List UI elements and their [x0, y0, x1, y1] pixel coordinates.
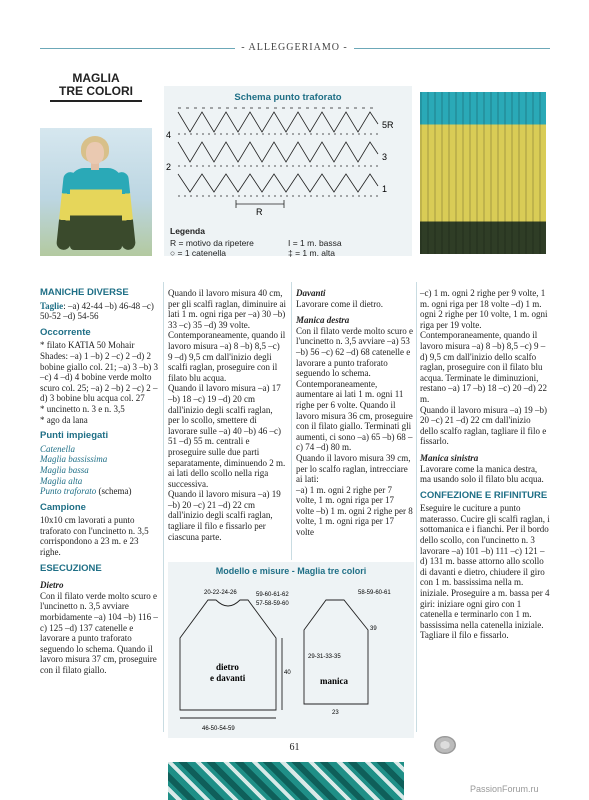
material-1: * filato KATIA 50 Mohair Shades: –a) 1 –b) 2 –c) 2 –d) 2 bobine giallo col. 21; –a) 3 –b) 3 –c) 4 –d) 4 bobine verde molto scuro col. 25; –a) 2 –b) 2 –c) 2 –d) 3 bobine blu acqua col. 27 [40, 340, 158, 404]
materials-heading: Occorrente [40, 326, 91, 338]
measure-sleeve-mid: 29-31-33-35 [308, 654, 341, 660]
knit-swatch-photo [420, 92, 546, 254]
measure-sleeve-top: 58-59-60-61 [358, 590, 391, 596]
back-text: Con il filato verde molto scuro e l'uncinetto n. 3,5 avviare morbidamente –a) 104 –b) 116 –c) 125 –d) 137 catenelle e lavorare a punto traforato seguendo lo schema. Quando il lavoro misura 37 cm, proseguire con il filato giallo. [40, 590, 158, 675]
model-photo [40, 128, 152, 256]
far-right-text-1: –c) 1 m. ogni 2 righe per 9 volte, 1 m. ogni riga per 18 volte –d) 1 m. ogni 2 righe per 10 volte, 1 m. ogni riga per 19 volte. Contemporaneamente, quando il lavoro misura –a) 8 –b) 8,5 –c) 9 –d) 9,5 cm dall'inizio dello scalfo raglan, proseguire con il filato blu acqua. Terminate le diminuzioni, restano –a) 17 –b) 18 –c) 20 –d) 22 m. [420, 288, 548, 404]
chart-row-label-3: 3 [382, 152, 388, 162]
chart-legend [170, 226, 410, 258]
column-left [40, 288, 158, 676]
measure-body-height: 40 [284, 670, 291, 676]
column-middle [168, 288, 286, 542]
legend-single-crochet: I = 1 m. bassa [288, 238, 342, 248]
measure-sleeve-bottom: 23 [332, 710, 339, 716]
photo-face [86, 142, 104, 164]
sleeve-label: manica [320, 676, 348, 686]
measure-neck: 20-22-24-26 [204, 590, 237, 596]
stitch-2: Maglia bassissima [40, 454, 108, 465]
chart-row-label-2: 2 [166, 162, 172, 172]
measure-body-width: 46-50-54-59 [202, 726, 235, 732]
middle-text-3: Quando il lavoro misura –a) 19 –b) 20 –c) 21 –d) 22 cm dall'inizio degli scalfi raglan, tagliare il filo e fissarlo per ciascuna parte. [168, 489, 281, 542]
measure-sleeve-height: 39 [370, 626, 377, 632]
chart-row-3 [178, 142, 378, 162]
stitch-1: Catenella [40, 443, 75, 454]
back-heading: Dietro [40, 580, 64, 591]
body-label-1: dietro [216, 662, 239, 672]
stitch-chart-title: Schema punto traforato [234, 92, 342, 103]
double-crochet-icon: ‡ [288, 248, 296, 258]
schematic-diagram [172, 578, 412, 736]
schematic-title: Modello e misure - Maglia tre colori [215, 566, 367, 576]
decorative-band [168, 762, 404, 800]
section-header: - ALLEGGERIAMO - [0, 42, 589, 53]
gauge-text: 10x10 cm lavorati a punto traforato con l'uncinetto n. 3,5 corrispondono a 23 m. e 23 righe. [40, 515, 149, 558]
column-divider-2 [291, 282, 292, 560]
pattern-title [40, 72, 152, 102]
chart-row-label-1: 1 [382, 184, 388, 194]
right-sleeve-heading: Manica destra [296, 315, 350, 326]
right-sleeve-text-3: –a) 1 m. ogni 2 righe per 7 volte, 1 m. ogni riga per 17 volte –b) 1 m. ogni 2 righe per 8 volte, 1 m. ogni riga per 17 volte [296, 484, 413, 538]
front-heading: Davanti [296, 288, 326, 298]
stitch-3: Maglia bassa [40, 464, 89, 475]
title-line-2: TRE COLORI [59, 84, 133, 98]
title-line-1: MAGLIA [72, 71, 120, 85]
photo-sweater [70, 168, 122, 250]
legend-repeat: R = motivo da ripetere [170, 238, 254, 248]
stitch-chart-diagram [166, 100, 410, 218]
gauge-heading: Campione [40, 501, 86, 513]
stitches-heading: Punti impiegati [40, 430, 109, 442]
body-label-2: e davanti [210, 673, 246, 683]
page-number: 61 [289, 742, 300, 753]
material-2: * uncinetto n. 3 e n. 3,5 [40, 403, 125, 414]
sleeve-heading: MANICHE DIVERSE [40, 287, 129, 298]
sizes: Taglie: –a) 42-44 –b) 46-48 –c) 50-52 –d) 54-56 [40, 300, 154, 322]
legend-chain: ○ = 1 catenella [170, 248, 226, 258]
column-divider-1 [163, 282, 164, 732]
chart-row-label-4: 4 [166, 130, 172, 140]
legend-title: Legenda [170, 226, 205, 236]
right-sleeve-text-2: Quando il lavoro misura 39 cm, per lo scalfo raglan, intrecciare ai lati: [296, 452, 411, 485]
stitch-5: Punto traforato (schema) [40, 486, 132, 497]
finishing-text: Eseguire le cuciture a punto materasso. Cucire gli scalfi raglan, i sottomanica e i fianchi. Per il bordo dello scollo, con l'uncinetto n. 3 lavorare –a) 101 –b) 111 –c) 121 –d) 131 m. basse attorno allo scollo di davanti e dietro, chiudere il giro con 1 m. bassissima nella m. iniziale. Proseguire a m. bassa per 4 giri: iniziare ogni giro con 1 catenella e terminarlo con 1 m. bassissima nella catenella iniziale. Tagliare il filo e fissarlo. [420, 503, 550, 641]
middle-text-2: Quando il lavoro misura –a) 17 –b) 18 –c) 19 –d) 20 cm dall'inizio degli scalfi raglan, per lo scollo, smettere di lavorare sulle –a) 40 –b) 46 –c) 51 –d) 55 m. centrali e proseguire sulle due parti separatamente, diminuendo 2 m. ai lati dello scollo nella riga successiva. [168, 383, 286, 489]
chart-repeat-label: R [256, 207, 263, 217]
chart-row-1 [178, 174, 378, 192]
finishing-heading: CONFEZIONE E RIFINITURE [420, 489, 548, 501]
column-right [296, 288, 414, 538]
column-far-right [420, 288, 550, 641]
chart-row-4 [178, 112, 378, 132]
left-sleeve-heading: Manica sinistra [420, 452, 479, 463]
material-3: * ago da lana [40, 414, 88, 425]
column-divider-3 [416, 282, 417, 732]
body-outline [180, 600, 276, 710]
watermark: PassionForum.ru [470, 784, 539, 794]
chart-row-label-5r: 5R [382, 120, 394, 130]
legend-double-crochet: ‡ = 1 m. alta [288, 248, 336, 258]
right-sleeve-text-1: Con il filato verde molto scuro e l'uncinetto n. 3,5 avviare –a) 53 –b) 56 –c) 62 –d) 68 catenelle e lavorare a punto traforato seguendo lo schema. Contemporaneamente, aumentare ai lati 1 m. ogni 11 righe per 6 volte. Quando il lavoro misura 36 cm, proseguire con il filato giallo. Terminati gli aumenti, ci sono –a) 65 –b) 68 –c) 74 –d) 80 m. [296, 325, 413, 453]
single-crochet-icon: I [288, 238, 293, 248]
measure-raglan-1: 59-60-61-62 [256, 592, 289, 598]
title-underline [50, 100, 142, 102]
front-text: Lavorare come il dietro. [296, 298, 383, 309]
far-right-text-2: Quando il lavoro misura –a) 19 –b) 20 –c) 21 –d) 22 cm dall'inizio dello scalfo raglan, tagliare il filo e fissarlo. [420, 404, 547, 447]
middle-text-1: Quando il lavoro misura 40 cm, per gli scalfi raglan, diminuire ai lati 1 m. ogni riga per –a) 30 –b) 33 –c) 35 –d) 39 volte. Contemporaneamente, quando il lavoro misura –a) 8 –b) 8,5 –c) 9 –d) 9,5 cm dall'inizio degli scalfi raglan, proseguire con il filato blu acqua. [168, 288, 286, 383]
measure-raglan-2: 57-58-59-60 [256, 601, 289, 607]
stitch-4: Maglia alta [40, 475, 83, 486]
sleeve-outline [304, 600, 368, 704]
execution-heading: ESECUZIONE [40, 562, 102, 574]
left-sleeve-text: Lavorare come la manica destra, ma usando solo il filato blu acqua. [420, 463, 544, 485]
